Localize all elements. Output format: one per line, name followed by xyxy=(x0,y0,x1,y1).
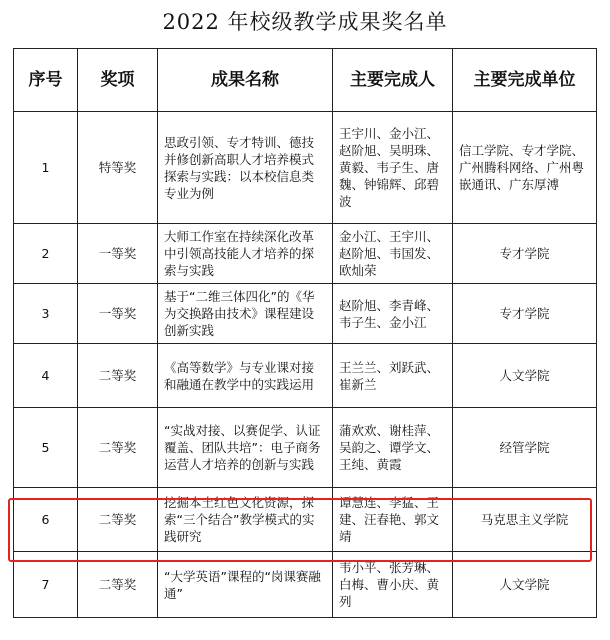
row-contributors: 王宇川、金小江、赵阶旭、吴明珠、黄毅、韦子生、唐魏、钟锦辉、邱碧波 xyxy=(333,112,453,224)
document-title: 2022 年校级教学成果奖名单 xyxy=(162,10,448,34)
header-main-contributors: 主要完成人 xyxy=(333,49,453,112)
row-achievement-name: 基于“二维三体四化”的《华为交换路由技术》课程建设创新实践 xyxy=(158,284,333,344)
row-unit: 马克思主义学院 xyxy=(453,488,597,552)
row-contributors: 王兰兰、刘跃武、崔新兰 xyxy=(333,344,453,408)
table-row xyxy=(14,284,597,344)
header-number: 序号 xyxy=(14,49,78,112)
row-number: 6 xyxy=(14,488,78,552)
row-award: 二等奖 xyxy=(78,344,158,408)
row-unit: 经管学院 xyxy=(453,408,597,488)
row-number: 1 xyxy=(14,112,78,224)
highlight-box xyxy=(8,498,592,562)
header-achievement-name: 成果名称 xyxy=(158,49,333,112)
row-award: 二等奖 xyxy=(78,408,158,488)
header-main-unit: 主要完成单位 xyxy=(453,49,597,112)
row-award: 一等奖 xyxy=(78,284,158,344)
row-achievement-name: 思政引领、专才特训、德技并修创新高职人才培养模式探索与实践：以本校信息类专业为例 xyxy=(158,112,333,224)
row-unit: 专才学院 xyxy=(453,284,597,344)
row-achievement-name: 《高等数学》与专业课对接和融通在教学中的实践运用 xyxy=(158,344,333,408)
header-award: 奖项 xyxy=(78,49,158,112)
row-achievement-name: 挖掘本土红色文化资源，探索“三个结合”教学模式的实践研究 xyxy=(158,488,333,552)
row-contributors: 蒲欢欢、谢桂萍、吴韵之、谭学文、王纯、黄霞 xyxy=(333,408,453,488)
row-achievement-name: 大师工作室在持续深化改革中引领高技能人才培养的探索与实践 xyxy=(158,224,333,284)
row-contributors: 赵阶旭、李青峰、韦子生、金小江 xyxy=(333,284,453,344)
table-row xyxy=(14,112,597,224)
row-number: 7 xyxy=(14,552,78,618)
row-award: 特等奖 xyxy=(78,112,158,224)
row-number: 4 xyxy=(14,344,78,408)
row-unit: 信工学院、专才学院、广州腾科网络、广州粤嵌通讯、广东厚溥 xyxy=(453,112,597,224)
row-contributors: 金小江、王宇川、赵阶旭、韦国发、欧灿荣 xyxy=(333,224,453,284)
table-row xyxy=(14,408,597,488)
row-number: 5 xyxy=(14,408,78,488)
row-award: 二等奖 xyxy=(78,552,158,618)
table-row xyxy=(14,224,597,284)
row-unit: 人文学院 xyxy=(453,344,597,408)
row-contributors: 韦小平、张芳琳、白梅、曹小庆、黄列 xyxy=(333,552,453,618)
row-unit: 专才学院 xyxy=(453,224,597,284)
row-achievement-name: “大学英语”课程的“岗课赛融通” xyxy=(158,552,333,618)
row-achievement-name: “实战对接、以赛促学、认证覆盖、团队共培”：电子商务运营人才培养的创新与实践 xyxy=(158,408,333,488)
row-number: 3 xyxy=(14,284,78,344)
row-award: 二等奖 xyxy=(78,488,158,552)
table-header-row xyxy=(14,49,597,112)
row-number: 2 xyxy=(14,224,78,284)
row-unit: 人文学院 xyxy=(453,552,597,618)
table-row xyxy=(14,344,597,408)
row-contributors: 谭慧连、李猛、王建、汪春艳、郭文靖 xyxy=(333,488,453,552)
row-award: 一等奖 xyxy=(78,224,158,284)
